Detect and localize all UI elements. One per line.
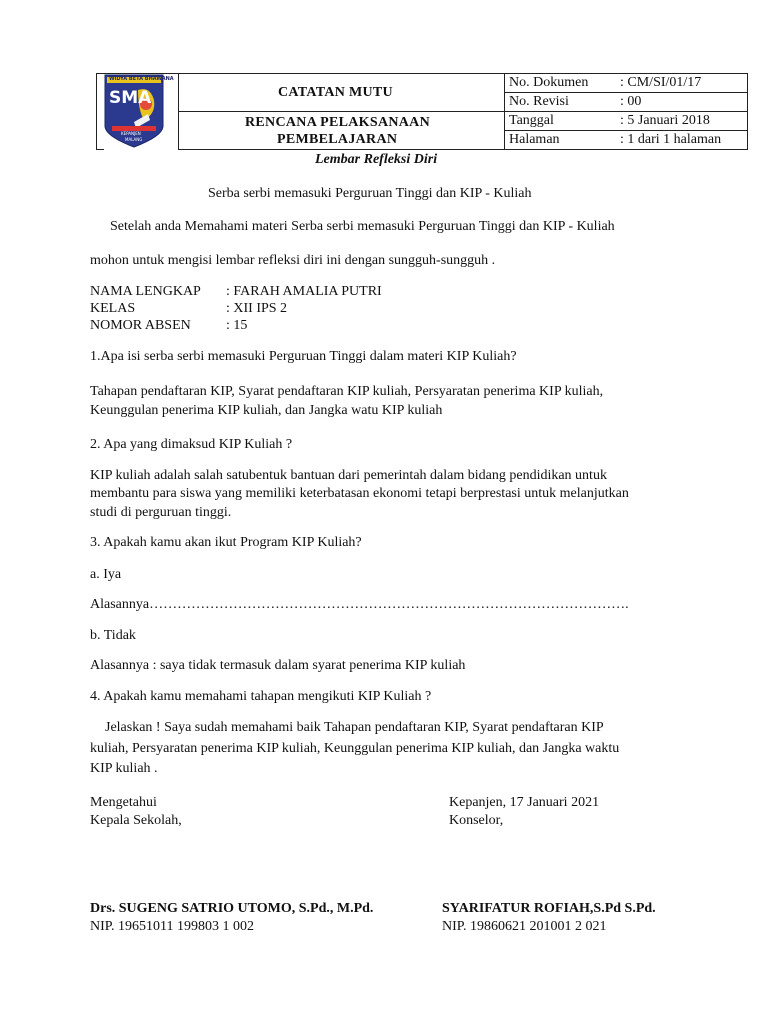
question-3: 3. Apakah kamu akan ikut Program KIP Kuliah? <box>90 535 362 550</box>
doc-subheading: Serba serbi memasuki Perguruan Tinggi dan KIP - Kuliah <box>208 186 532 201</box>
header-label-tanggal: Tanggal <box>509 113 554 128</box>
answer-4-line-2: kuliah, Persyaratan penerima KIP kuliah, Keunggulan penerima KIP kuliah, dan Jangka waktu <box>90 741 620 756</box>
header-label-no-dokumen: No. Dokumen <box>509 75 589 90</box>
logo-region-text: MALANG <box>125 137 143 142</box>
signature-left-name: Drs. SUGENG SATRIO UTOMO, S.Pd., M.Pd. <box>90 901 374 916</box>
header-border-left-foot <box>96 149 104 150</box>
field-value-kelas: : XII IPS 2 <box>226 301 288 316</box>
reason-a: Alasannya…………………………………………………………………………………………. <box>90 597 629 612</box>
header-title-rpp-line2: PEMBELAJARAN <box>277 132 398 147</box>
header-border-left <box>96 73 97 150</box>
header-title-catatan-mutu: CATATAN MUTU <box>278 85 393 100</box>
intro-line-1: Setelah anda Memahami materi Serba serbi memasuki Perguruan Tinggi dan KIP - Kuliah <box>110 219 615 234</box>
header-row-line-3 <box>504 130 748 131</box>
header-value-halaman: : 1 dari 1 halaman <box>620 132 722 147</box>
intro-line-2: mohon untuk mengisi lembar refleksi diri ini dengan sungguh-sungguh . <box>90 253 496 268</box>
field-label-nama: NAMA LENGKAP <box>90 284 201 299</box>
question-2: 2. Apa yang dimaksud KIP Kuliah ? <box>90 437 293 452</box>
reason-b: Alasannya : saya tidak termasuk dalam syarat penerima KIP kuliah <box>90 658 466 673</box>
school-logo <box>104 74 174 148</box>
logo-motto: WIDYA BETA BHAWANA <box>109 76 174 82</box>
question-1: 1.Apa isi serba serbi memasuki Perguruan Tinggi dalam materi KIP Kuliah? <box>90 349 517 364</box>
field-label-absen: NOMOR ABSEN <box>90 318 191 333</box>
option-a: a. Iya <box>90 567 122 582</box>
signature-left-nip: NIP. 19651011 199803 1 002 <box>90 919 254 934</box>
answer-2-line-3: studi di perguruan tinggi. <box>90 505 232 520</box>
header-border-bottom <box>178 149 748 150</box>
field-value-nama: : FARAH AMALIA PUTRI <box>226 284 382 299</box>
signature-right-nip: NIP. 19860621 201001 2 021 <box>442 919 607 934</box>
header-value-no-dokumen: : CM/SI/01/17 <box>620 75 702 90</box>
signature-right-line-1: Kepanjen, 17 Januari 2021 <box>449 795 600 810</box>
answer-2-line-1: KIP kuliah adalah salah satubentuk bantuan dari pemerintah dalam bidang pendidikan untuk <box>90 468 607 483</box>
signature-left-line-1: Mengetahui <box>90 795 157 810</box>
header-border-top <box>96 73 748 74</box>
field-label-kelas: KELAS <box>90 301 136 316</box>
header-title-rpp-line1: RENCANA PELAKSANAAN <box>245 115 430 130</box>
answer-1-line-2: Keunggulan penerima KIP kuliah, dan Jangka watu KIP kuliah <box>90 403 443 418</box>
header-value-no-revisi: : 00 <box>620 94 642 109</box>
answer-1-line-1: Tahapan pendaftaran KIP, Syarat pendaftaran KIP kuliah, Persyaratan penerima KIP kuliah, <box>90 384 604 399</box>
signature-left-line-2: Kepala Sekolah, <box>90 813 182 828</box>
signature-right-line-2: Konselor, <box>449 813 504 828</box>
answer-2-line-2: membantu para siswa yang memiliki keterbatasan ekonomi tetapi berprestasi untuk melanjutkan <box>90 486 629 501</box>
header-label-halaman: Halaman <box>509 132 560 147</box>
signature-right-name: SYARIFATUR ROFIAH,S.Pd S.Pd. <box>442 901 656 916</box>
logo-city-text: KEPANJEN <box>121 131 141 136</box>
header-label-no-revisi: No. Revisi <box>509 94 569 109</box>
header-value-tanggal: : 5 Januari 2018 <box>620 113 710 128</box>
question-4: 4. Apakah kamu memahami tahapan mengikuti KIP Kuliah ? <box>90 689 432 704</box>
header-row-line-2 <box>504 111 748 112</box>
logo-sma-text: SMA <box>109 88 152 108</box>
header-row-line-1 <box>504 92 748 93</box>
option-b: b. Tidak <box>90 628 136 643</box>
field-value-absen: : 15 <box>226 318 248 333</box>
answer-4-line-3: KIP kuliah . <box>90 761 158 776</box>
header-divider-titles <box>178 111 504 112</box>
doc-heading: Lembar Refleksi Diri <box>315 152 438 167</box>
answer-4-line-1: Jelaskan ! Saya sudah memahami baik Tahapan pendaftaran KIP, Syarat pendaftaran KIP <box>105 720 604 735</box>
